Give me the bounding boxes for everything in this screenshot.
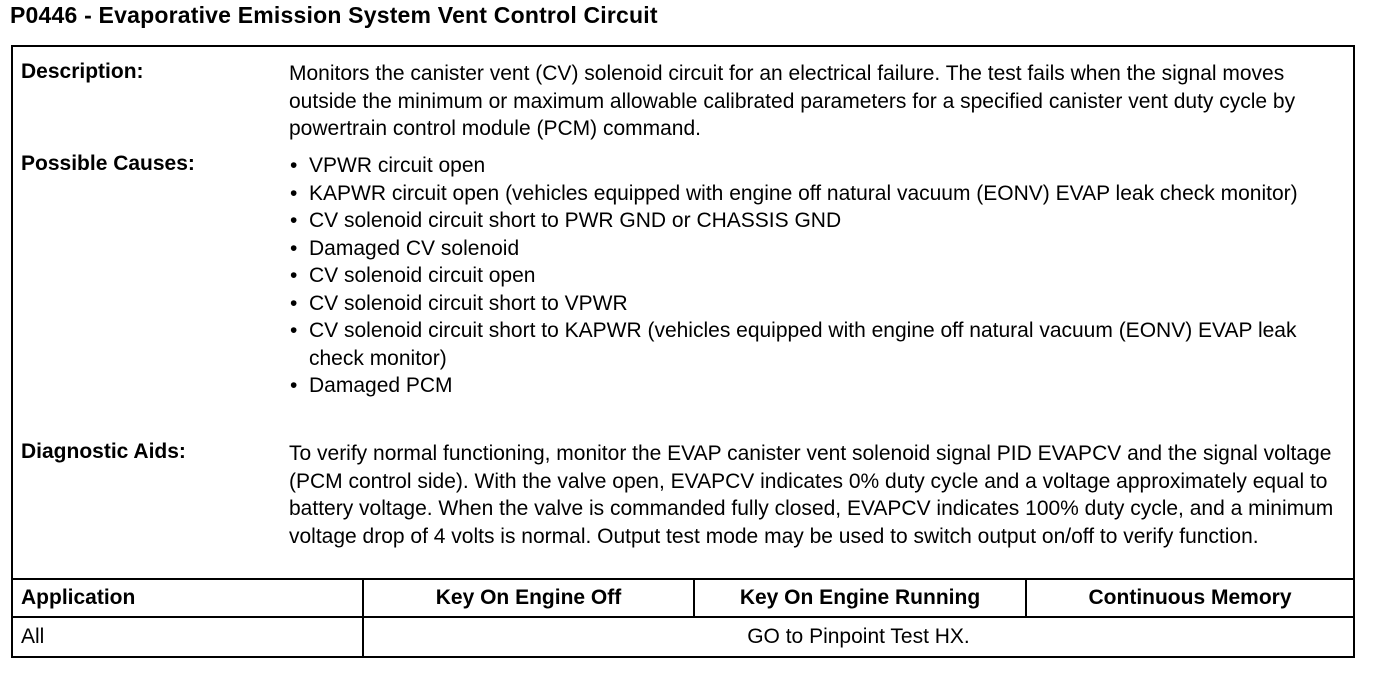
dtc-table xyxy=(11,45,1355,658)
cause-item: • CV solenoid circuit short to PWR GND or CHASSIS GND xyxy=(289,207,1347,235)
cause-item: • Damaged CV solenoid xyxy=(289,235,1347,263)
possible-causes-list-wrap xyxy=(289,152,1347,400)
diagnostic-aids-label: Diagnostic Aids: xyxy=(21,440,186,463)
cause-item: • Damaged PCM xyxy=(289,372,1347,400)
cause-item: • CV solenoid circuit open xyxy=(289,262,1347,290)
page-title: P0446 - Evaporative Emission System Vent Control Circuit xyxy=(10,2,658,28)
table-row-application: All xyxy=(21,625,45,648)
header-koer: Key On Engine Running xyxy=(739,586,981,609)
description-text: Monitors the canister vent (CV) solenoid circuit for an electrical failure. The test fails when the signal moves outside the minimum or maximum allowable calibrated parameters for a specified canister vent duty cycle by powertrain control module (PCM) command. xyxy=(289,62,1296,140)
header-continuous-memory: Continuous Memory xyxy=(1088,586,1292,609)
table-row-action: GO to Pinpoint Test HX. xyxy=(747,625,970,648)
header-application: Application xyxy=(21,586,136,609)
description-label: Description: xyxy=(21,60,144,83)
diagnostic-aids-text: To verify normal functioning, monitor the EVAP canister vent solenoid signal PID EVAPCV and the signal voltage (PCM control side). With the valve open, EVAPCV indicates 0% duty cycle and a voltage approximately equal to battery voltage. When the valve is commanded fully closed, EVAPCV indicates 100% duty cycle, and a minimum voltage drop of 4 volts is normal. Output test mode may be used to switch output on/off to verify function. xyxy=(289,442,1334,548)
cause-item: • KAPWR circuit open (vehicles equipped with engine off natural vacuum (EONV) EVAP leak check monitor) xyxy=(289,180,1347,208)
possible-causes-list xyxy=(289,152,1347,400)
possible-causes-label: Possible Causes: xyxy=(21,152,195,175)
cause-item: • CV solenoid circuit short to VPWR xyxy=(289,290,1347,318)
cause-item: • VPWR circuit open xyxy=(289,152,1347,180)
cause-item: • CV solenoid circuit short to KAPWR (vehicles equipped with engine off natural vacuum (EONV) EVAP leak check monitor) xyxy=(289,317,1347,372)
header-koeo: Key On Engine Off xyxy=(435,586,622,609)
